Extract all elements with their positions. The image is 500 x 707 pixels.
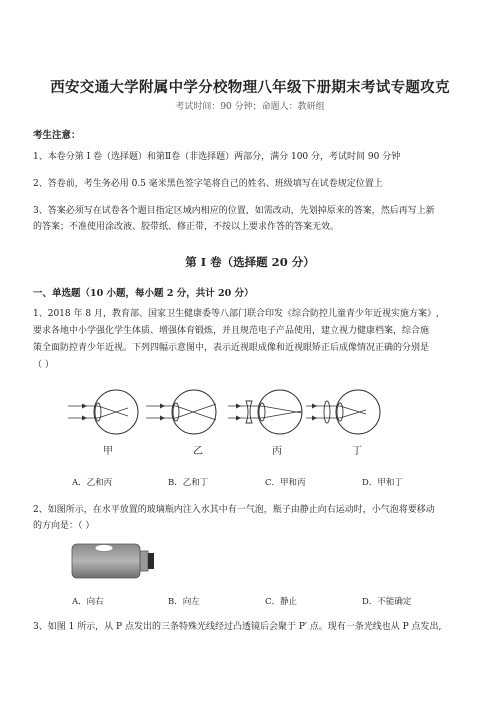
page-title: 西安交通大学附属中学分校物理八年级下册期末考试专题攻克 — [50, 79, 450, 96]
eye-diagram-ding — [306, 388, 386, 438]
figure-label-bing: 丙 — [272, 446, 282, 457]
q2-option-c[interactable]: C．静止 — [265, 597, 298, 607]
eye-diagram-jia — [68, 388, 148, 438]
q1-option-c[interactable]: C．甲和丙 — [265, 478, 306, 488]
notice-item-3: 3、答案必须写在试卷各个题目指定区域内相应的位置，如需改动，先划掉原来的答案，然后再写上新 — [33, 206, 435, 216]
exam-info: 考试时间：90 分钟；命题人：教研组 — [175, 102, 325, 112]
notice-item-1: 1、本卷分第 I 卷（选择题）和第Ⅱ卷（非选择题）两部分，满分 100 分，考试时间 90 分钟 — [33, 152, 401, 162]
section-title: 第 I 卷（选择题 20 分） — [185, 255, 315, 269]
q2-line-2: 的方向是：（ ） — [33, 521, 95, 531]
water-bottle-figure — [70, 538, 160, 583]
q1-line-2: 要求各地中小学强化学生体质、增强体育锻炼，并且规范电子产品使用，建立视力健康档案，综合施 — [33, 326, 430, 336]
q2-option-b[interactable]: B．向左 — [168, 597, 200, 607]
q2-option-a[interactable]: A．向右 — [72, 597, 104, 607]
figure-label-yi: 乙 — [193, 446, 203, 457]
q1-line-4: （ ） — [33, 360, 54, 370]
figure-label-ding: 丁 — [352, 446, 362, 457]
notice-heading: 考生注意： — [33, 130, 81, 141]
q2-option-d[interactable]: D．不能确定 — [362, 597, 412, 607]
notice-item-3-cont: 的答案；不准使用涂改液、胶带纸、修正带，不按以上要求作答的答案无效。 — [33, 222, 340, 232]
eye-diagram-bing — [228, 388, 308, 438]
q1-option-a[interactable]: A．乙和丙 — [72, 478, 113, 488]
part-heading: 一、单选题（10 小题，每小题 2 分，共计 20 分） — [33, 288, 254, 299]
notice-item-2: 2、答卷前，考生务必用 0.5 毫米黑色签字笔将自己的姓名、班级填写在试卷规定位置上 — [33, 179, 383, 189]
figure-label-jia: 甲 — [103, 446, 113, 457]
q1-option-d[interactable]: D．甲和丁 — [362, 478, 403, 488]
q1-line-1: 1、2018 年 8 月，教育部、国家卫生健康委等八部门联合印发《综合防控儿童青少年近视实施方案》, — [33, 309, 439, 319]
q2-line-1: 2、如图所示，在水平放置的玻璃瓶内注入水其中有一气泡，瓶子由静止向右运动时，小气泡将要移动 — [33, 505, 435, 515]
q1-line-3: 策全面防控青少年近视。下列四幅示意图中，表示近视眼成像和近视眼矫正后成像情况正确的分别是 — [33, 343, 430, 353]
eye-diagram-yi — [146, 388, 226, 438]
q3-line-1: 3、如图 1 所示，从 P 点发出的三条特殊光线经过凸透镜后会聚于 P′ 点。现有一条光线也从 P 点发出, — [33, 622, 442, 632]
q1-option-b[interactable]: B．乙和丁 — [168, 478, 209, 488]
